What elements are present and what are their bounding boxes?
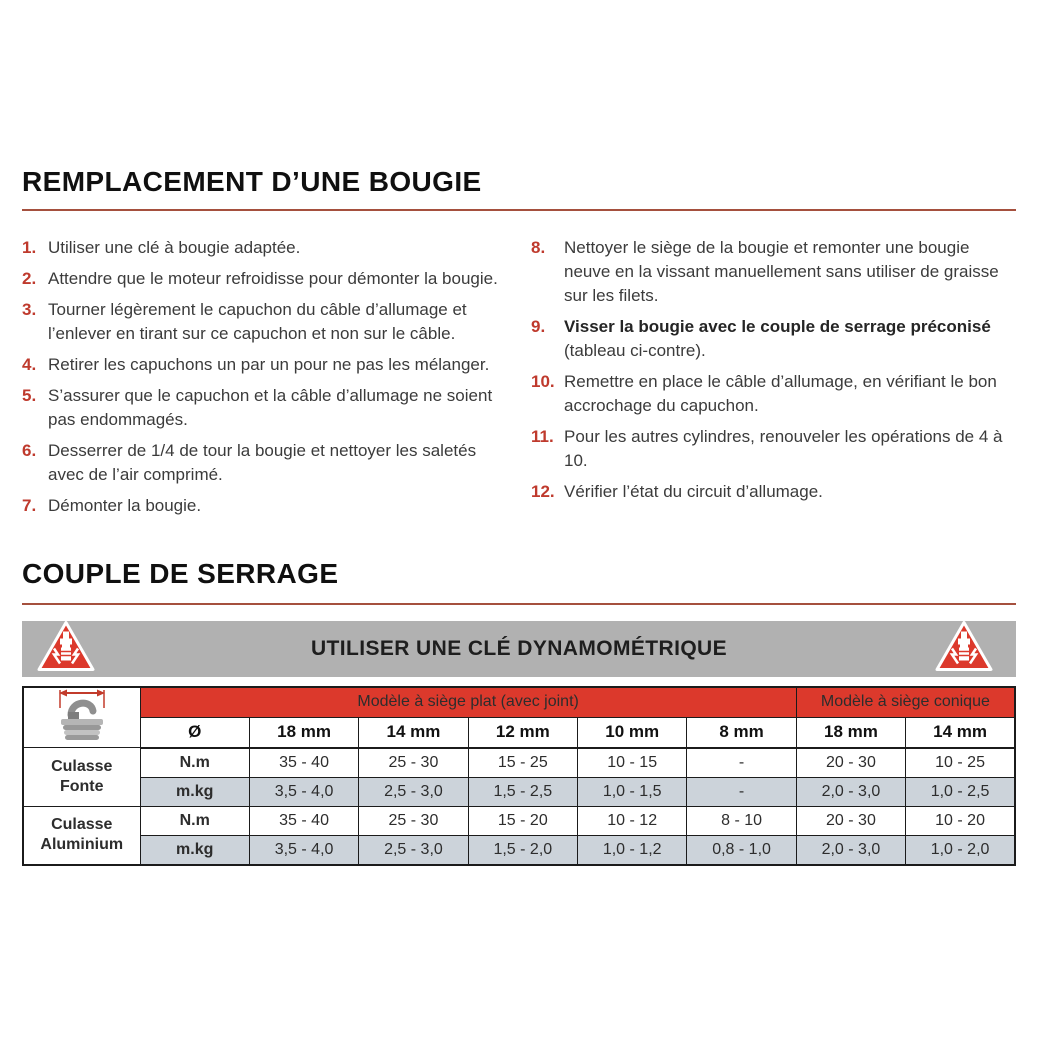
- col-header: 14 mm: [359, 717, 468, 747]
- step-number: 5.: [22, 386, 37, 405]
- unit-label: N.m: [140, 748, 249, 778]
- step-12: [531, 480, 1016, 504]
- table-cell: 10 - 12: [578, 806, 687, 835]
- table-cell: 2,5 - 3,0: [359, 777, 468, 806]
- group-label-line: Culasse: [51, 816, 113, 833]
- col-header: 12 mm: [468, 717, 577, 747]
- step-3: [22, 298, 502, 346]
- row-group-label-aluminium: [23, 806, 140, 865]
- title-underline: [22, 209, 1016, 211]
- table-cell: 1,0 - 2,0: [906, 835, 1015, 865]
- step-2: [22, 267, 502, 291]
- table-cell: 25 - 30: [359, 748, 468, 778]
- table-row-column-headers: [23, 717, 1015, 747]
- table-cell: 10 - 20: [906, 806, 1015, 835]
- step-5: [22, 384, 502, 432]
- table-cell: 2,0 - 3,0: [796, 835, 905, 865]
- table-cell: 2,5 - 3,0: [359, 835, 468, 865]
- step-6: [22, 439, 502, 487]
- step-1: [22, 236, 502, 260]
- step-number: 2.: [22, 269, 37, 288]
- step-7: [22, 494, 502, 518]
- table-cell: 8 - 10: [687, 806, 796, 835]
- section-title-couple: COUPLE DE SERRAGE: [22, 558, 339, 589]
- table-row-fonte-nm: [23, 748, 1015, 778]
- table-cell: 15 - 20: [468, 806, 577, 835]
- table-cell: 1,0 - 2,5: [906, 777, 1015, 806]
- table-cell: 10 - 25: [906, 748, 1015, 778]
- steps-column-right: [531, 236, 1016, 511]
- step-text-rest: (tableau ci-contre).: [564, 341, 706, 360]
- step-text: Vérifier l’état du circuit d’allumage.: [564, 482, 823, 501]
- group-label-line: Aluminium: [40, 836, 124, 853]
- step-text: Desserrer de 1/4 de tour la bougie et nettoyer les saletés avec de l’air comprimé.: [48, 441, 477, 484]
- group-header-siege-conique: Modèle à siège conique: [796, 687, 1015, 717]
- step-text: Nettoyer le siège de la bougie et remonter une bougie neuve en la vissant manuellement sans utiliser de graisse sur les filets.: [564, 238, 999, 305]
- group-label-line: Fonte: [59, 777, 104, 795]
- table-row-group-headers: [23, 687, 1015, 717]
- step-number: 10.: [531, 372, 555, 391]
- unit-label: m.kg: [140, 835, 249, 865]
- table-cell: 35 - 40: [249, 806, 358, 835]
- step-10: [531, 370, 1016, 418]
- step-text: [564, 315, 1016, 363]
- banner-label: UTILISER UNE CLÉ DYNAMOMÉTRIQUE: [310, 637, 728, 660]
- step-text: Retirer les capuchons un par un pour ne pas les mélanger.: [48, 355, 490, 374]
- section-title-remplacement: REMPLACEMENT D’UNE BOUGIE: [22, 166, 482, 197]
- step-text: Démonter la bougie.: [48, 496, 202, 515]
- col-header: 14 mm: [906, 717, 1015, 747]
- step-text: Utiliser une clé à bougie adaptée.: [48, 238, 301, 257]
- step-number: 11.: [531, 427, 554, 446]
- table-cell: 35 - 40: [249, 748, 358, 778]
- step-9: [531, 315, 1016, 363]
- step-number: 4.: [22, 355, 37, 374]
- table-cell: 25 - 30: [359, 806, 468, 835]
- step-text: Attendre que le moteur refroidisse pour démonter la bougie.: [48, 269, 498, 288]
- table-cell: 20 - 30: [796, 748, 905, 778]
- step-number: 12.: [531, 482, 555, 501]
- table-cell: -: [687, 777, 796, 806]
- unit-label: N.m: [140, 806, 249, 835]
- table-row-aluminium-nm: [23, 806, 1015, 835]
- spark-plug-warning-triangle-icon: [36, 620, 96, 679]
- torque-table: [22, 686, 1016, 866]
- table-cell: 10 - 15: [578, 748, 687, 778]
- spark-plug-diameter-icon: [23, 687, 140, 748]
- table-cell: 2,0 - 3,0: [796, 777, 905, 806]
- step-number: 6.: [22, 441, 37, 460]
- step-4: [22, 353, 502, 377]
- table-row-aluminium-mkg: [23, 835, 1015, 865]
- col-header-diameter: Ø: [140, 717, 249, 747]
- step-number: 8.: [531, 238, 546, 257]
- step-text: S’assurer que le capuchon et la câble d’allumage ne soient pas endommagés.: [48, 386, 493, 429]
- table-cell: 3,5 - 4,0: [249, 835, 358, 865]
- step-8: [531, 236, 1016, 308]
- col-header: 18 mm: [249, 717, 358, 747]
- table-cell: 1,0 - 1,2: [578, 835, 687, 865]
- table-cell: 1,0 - 1,5: [578, 777, 687, 806]
- col-header: 18 mm: [796, 717, 905, 747]
- step-text: Remettre en place le câble d’allumage, en vérifiant le bon accrochage du capuchon.: [564, 372, 997, 415]
- table-cell: 20 - 30: [796, 806, 905, 835]
- step-text: Tourner légèrement le capuchon du câble d’allumage et l’enlever en tirant sur ce capuchon et non sur le câble.: [48, 300, 467, 343]
- step-11: [531, 425, 1016, 473]
- step-number: 9.: [531, 317, 546, 336]
- table-cell: 3,5 - 4,0: [249, 777, 358, 806]
- table-cell: 15 - 25: [468, 748, 577, 778]
- col-header: 8 mm: [687, 717, 796, 747]
- warning-banner: [22, 621, 1016, 677]
- steps-column-left: [22, 236, 502, 525]
- table-cell: 1,5 - 2,0: [468, 835, 577, 865]
- col-header: 10 mm: [578, 717, 687, 747]
- step-text: Pour les autres cylindres, renouveler les opérations de 4 à 10.: [564, 427, 1003, 470]
- title-underline: [22, 603, 1016, 605]
- step-text-bold: Visser la bougie avec le couple de serrage préconisé: [564, 317, 991, 336]
- spark-plug-warning-triangle-icon: [934, 620, 994, 679]
- step-number: 3.: [22, 300, 37, 319]
- unit-label: m.kg: [140, 777, 249, 806]
- table-cell: 1,5 - 2,5: [468, 777, 577, 806]
- group-header-siege-plat: Modèle à siège plat (avec joint): [140, 687, 796, 717]
- step-number: 7.: [22, 496, 37, 515]
- group-label-line: Culasse: [51, 757, 113, 775]
- row-group-label-fonte: [23, 748, 140, 807]
- table-row-fonte-mkg: [23, 777, 1015, 806]
- table-cell: -: [687, 748, 796, 778]
- step-number: 1.: [22, 238, 37, 257]
- table-cell: 0,8 - 1,0: [687, 835, 796, 865]
